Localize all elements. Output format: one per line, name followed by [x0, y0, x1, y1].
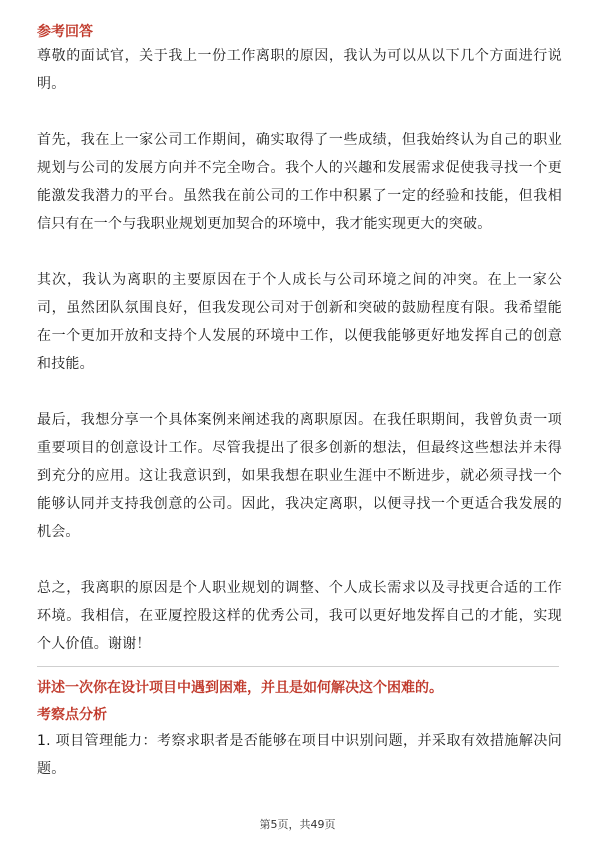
- paragraph-first: 首先，我在上一家公司工作期间，确实取得了一些成绩，但我始终认为自己的职业规划与公司的发展方向并不完全吻合。我个人的兴趣和发展需求促使我寻找一个更能激发我潜力的平台。虽然我在前公司的工作中积累了一定的经验和技能，但我相信只有在一个与我职业规划更加契合的环境中，我才能实现更大的突破。: [37, 132, 562, 232]
- paragraph-gap: [37, 378, 562, 406]
- answer-heading: 参考回答: [37, 24, 93, 40]
- next-question: 讲述一次你在设计项目中遇到困难，并且是如何解决这个困难的。: [37, 680, 443, 696]
- paragraph-gap: [37, 238, 562, 266]
- paragraph-gap: [37, 98, 562, 126]
- page-content: [37, 22, 562, 783]
- analysis-point-1: 1. 项目管理能力：考察求职者是否能够在项目中识别问题，并采取有效措施解决问题。: [37, 733, 562, 777]
- page-number-footer: 第5页，共49页: [259, 818, 336, 831]
- section-divider: [37, 666, 559, 667]
- paragraph-gap: [37, 546, 562, 574]
- paragraph-second: 其次，我认为离职的主要原因在于个人成长与公司环境之间的冲突。在上一家公司，虽然团队氛围良好，但我发现公司对于创新和突破的鼓励程度有限。我希望能在一个更加开放和支持个人发展的环境中工作，以便我能够更好地发挥自己的创意和技能。: [37, 272, 562, 372]
- paragraph-intro: 尊敬的面试官，关于我上一份工作离职的原因，我认为可以从以下几个方面进行说明。: [37, 48, 562, 92]
- paragraph-conclusion: 总之，我离职的原因是个人职业规划的调整、个人成长需求以及寻找更合适的工作环境。我相信，在亚厦控股这样的优秀公司，我可以更好地发挥自己的才能，实现个人价值。谢谢！: [37, 580, 562, 652]
- analysis-heading: 考察点分析: [37, 707, 107, 723]
- paragraph-third: 最后，我想分享一个具体案例来阐述我的离职原因。在我任职期间，我曾负责一项重要项目的创意设计工作。尽管我提出了很多创新的想法，但最终这些想法并未得到充分的应用。这让我意识到，如果我想在职业生涯中不断进步，就必须寻找一个能够认同并支持我创意的公司。因此，我决定离职，以便寻找一个更适合我发展的机会。: [37, 412, 562, 540]
